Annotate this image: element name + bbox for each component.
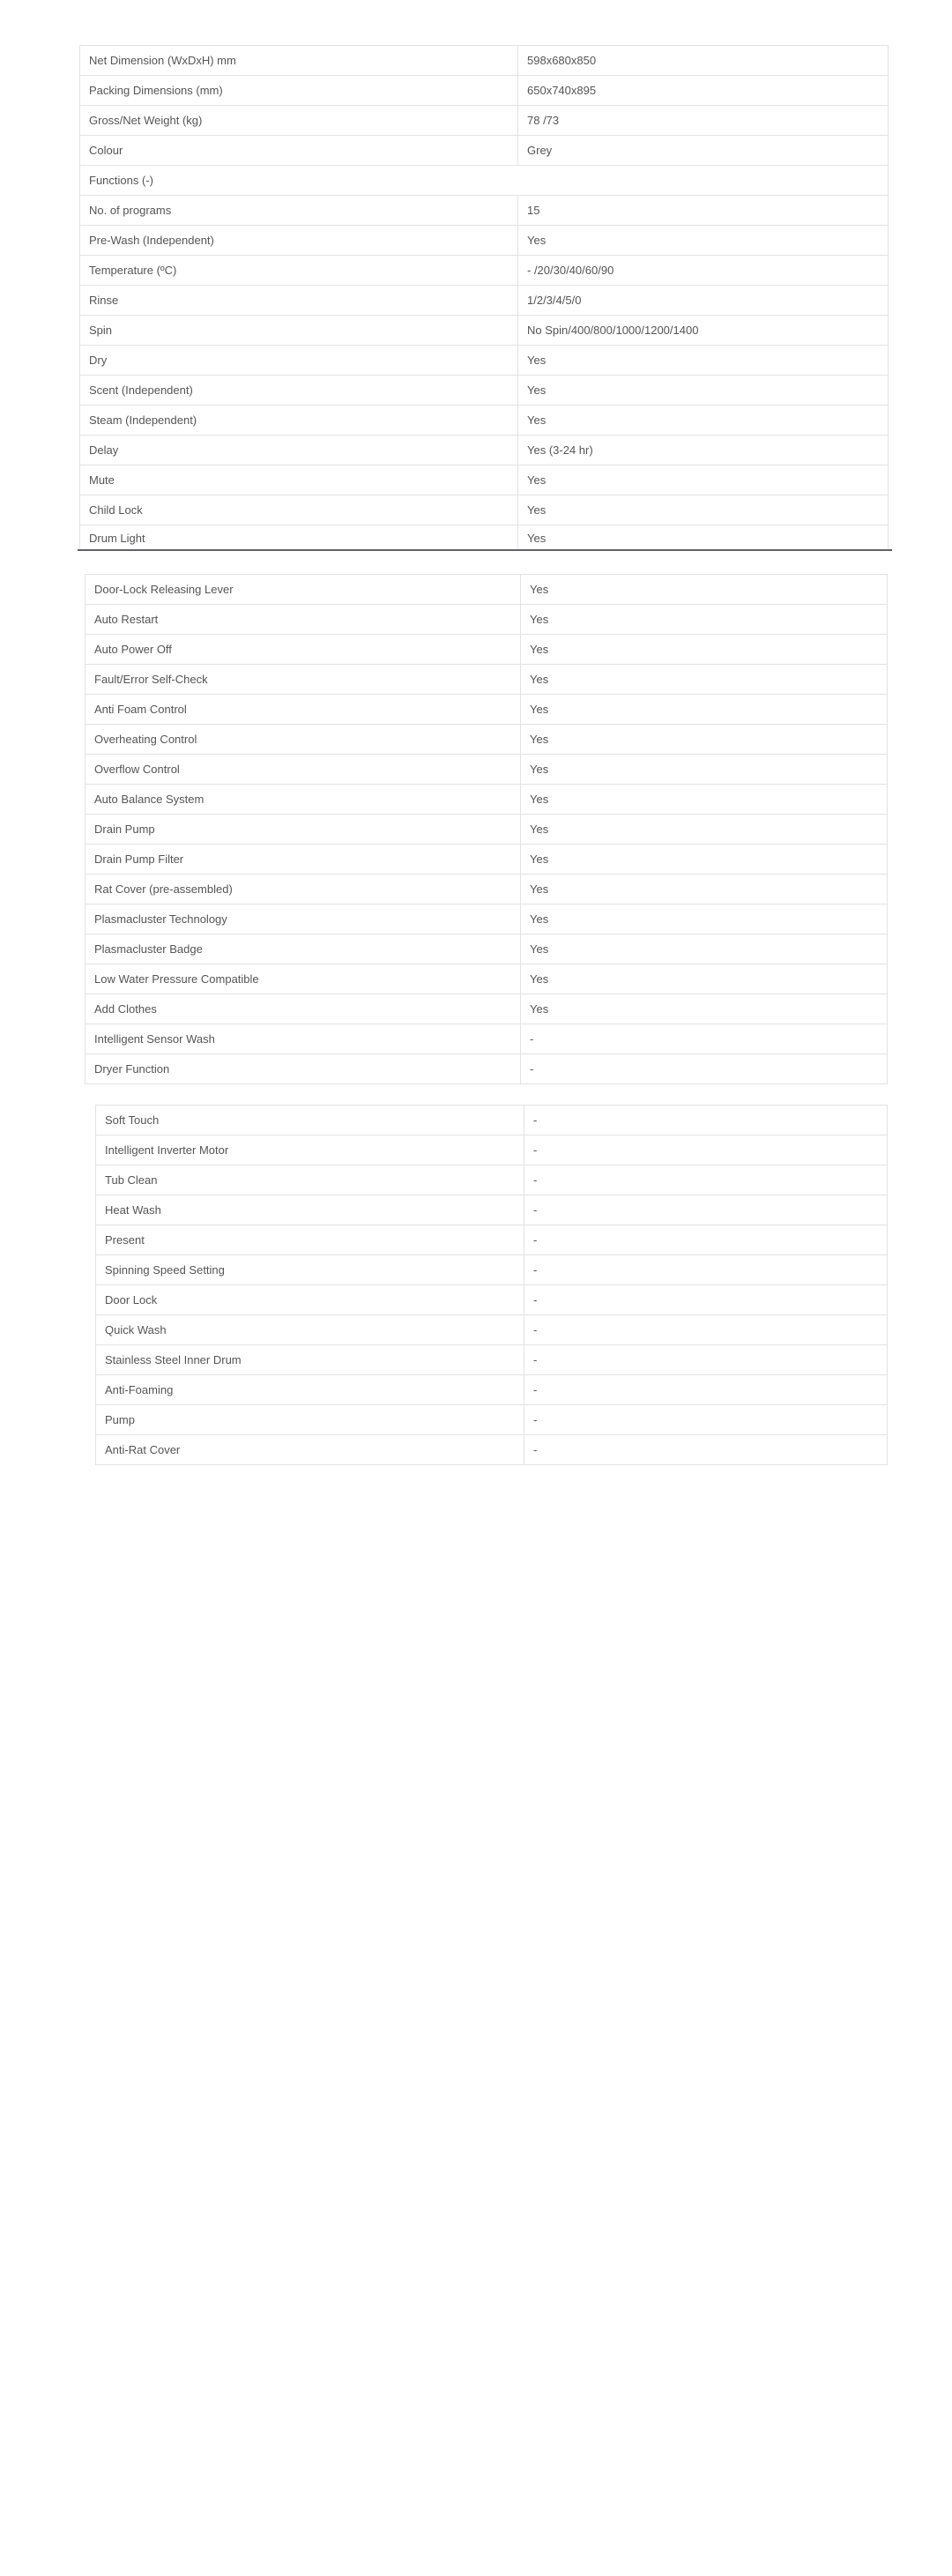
table-row [96, 1345, 888, 1375]
spec-label: Auto Restart [86, 605, 521, 635]
table-row [80, 76, 889, 106]
spec-value: Yes [521, 845, 888, 875]
spec-value: Yes [521, 725, 888, 755]
table-row [80, 465, 889, 495]
spec-value: - [521, 1024, 888, 1054]
spec-label: Spinning Speed Setting [96, 1255, 524, 1285]
spec-value: - /20/30/40/60/90 [518, 256, 889, 286]
spec-value: - [524, 1345, 888, 1375]
spec-label: Door-Lock Releasing Lever [86, 575, 521, 605]
spec-value: 1/2/3/4/5/0 [518, 286, 889, 316]
table-row [86, 725, 888, 755]
table-row [86, 905, 888, 934]
spec-table-1 [79, 45, 889, 549]
table-row [86, 875, 888, 905]
spec-value: - [524, 1195, 888, 1225]
spec-value: Yes [521, 695, 888, 725]
spec-label: Soft Touch [96, 1106, 524, 1135]
spec-label: Intelligent Inverter Motor [96, 1135, 524, 1165]
spec-value: Yes [518, 376, 889, 406]
spec-label: Dry [80, 346, 518, 376]
spec-label: Net Dimension (WxDxH) mm [80, 46, 518, 76]
spec-label: Fault/Error Self-Check [86, 665, 521, 695]
spec-label: Anti-Foaming [96, 1375, 524, 1405]
spec-label: Tub Clean [96, 1165, 524, 1195]
table-row [80, 196, 889, 226]
table-row [80, 495, 889, 525]
spec-value: 78 /73 [518, 106, 889, 136]
spec-label: Steam (Independent) [80, 406, 518, 436]
spec-label: Mute [80, 465, 518, 495]
spec-value: Yes [521, 994, 888, 1024]
spec-value: Yes [518, 465, 889, 495]
spec-value: Yes [518, 495, 889, 525]
section-divider [78, 549, 892, 551]
spec-value: Yes [518, 525, 889, 550]
spec-label: Dryer Function [86, 1054, 521, 1084]
spec-label: Stainless Steel Inner Drum [96, 1345, 524, 1375]
spec-label: Pump [96, 1405, 524, 1435]
spec-value: - [524, 1405, 888, 1435]
spec-value: - [524, 1165, 888, 1195]
spec-label: Colour [80, 136, 518, 166]
spec-value: Yes [521, 755, 888, 785]
spec-value: Yes [521, 785, 888, 815]
table-row [86, 1024, 888, 1054]
table-row [96, 1225, 888, 1255]
spec-label: Door Lock [96, 1285, 524, 1315]
table-row [80, 316, 889, 346]
spec-value: Yes [521, 964, 888, 994]
spec-label: Overflow Control [86, 755, 521, 785]
spec-value: Yes [521, 605, 888, 635]
spec-label: Rinse [80, 286, 518, 316]
spec-value: - [524, 1315, 888, 1345]
spec-label: Spin [80, 316, 518, 346]
table-row [80, 256, 889, 286]
table-row [86, 695, 888, 725]
table-row [96, 1435, 888, 1465]
spec-label: Plasmacluster Technology [86, 905, 521, 934]
spec-value: Yes [521, 934, 888, 964]
table-row [86, 785, 888, 815]
spec-value: Yes [521, 815, 888, 845]
table-row [80, 46, 889, 76]
table-row [86, 934, 888, 964]
table-row [80, 286, 889, 316]
spec-label: Add Clothes [86, 994, 521, 1024]
spec-label: Drain Pump [86, 815, 521, 845]
spec-value: Grey [518, 136, 889, 166]
table-row [80, 436, 889, 465]
spec-label: Intelligent Sensor Wash [86, 1024, 521, 1054]
spec-value: Yes [521, 905, 888, 934]
table-row [86, 635, 888, 665]
table-row [86, 665, 888, 695]
table-row [80, 106, 889, 136]
table-row [86, 994, 888, 1024]
table-row [80, 525, 889, 550]
spec-label: Auto Balance System [86, 785, 521, 815]
spec-value: 650x740x895 [518, 76, 889, 106]
spec-label: Child Lock [80, 495, 518, 525]
spec-label: Delay [80, 436, 518, 465]
spec-label: Plasmacluster Badge [86, 934, 521, 964]
table-row [80, 346, 889, 376]
table-row [86, 575, 888, 605]
spec-label: Temperature (ºC) [80, 256, 518, 286]
spec-label: Anti Foam Control [86, 695, 521, 725]
table-row [86, 605, 888, 635]
spec-label: Anti-Rat Cover [96, 1435, 524, 1465]
spec-value: Yes (3-24 hr) [518, 436, 889, 465]
spec-value: - [521, 1054, 888, 1084]
spec-value: - [524, 1135, 888, 1165]
spec-label: Pre-Wash (Independent) [80, 226, 518, 256]
spec-label: Packing Dimensions (mm) [80, 76, 518, 106]
table-row [96, 1195, 888, 1225]
table-row [80, 376, 889, 406]
spec-value: - [524, 1106, 888, 1135]
table-row [96, 1405, 888, 1435]
table-row [80, 136, 889, 166]
spec-value: Yes [521, 665, 888, 695]
spec-label: Overheating Control [86, 725, 521, 755]
spec-label: Gross/Net Weight (kg) [80, 106, 518, 136]
table-row [96, 1255, 888, 1285]
spec-value: Yes [521, 635, 888, 665]
spec-value: - [524, 1435, 888, 1465]
section-header-row [80, 166, 889, 196]
table-row [86, 1054, 888, 1084]
table-row [96, 1106, 888, 1135]
spec-label: No. of programs [80, 196, 518, 226]
spec-value: Yes [521, 575, 888, 605]
table-row [86, 964, 888, 994]
table-row [86, 815, 888, 845]
spec-value: 598x680x850 [518, 46, 889, 76]
spec-table-2 [85, 574, 888, 1084]
table-row [96, 1375, 888, 1405]
spec-value: Yes [518, 346, 889, 376]
spec-value: - [524, 1225, 888, 1255]
spec-label: Scent (Independent) [80, 376, 518, 406]
spec-label: Drain Pump Filter [86, 845, 521, 875]
spec-table-3 [95, 1105, 888, 1465]
section-header: Functions (-) [80, 166, 889, 196]
spec-value: 15 [518, 196, 889, 226]
spec-label: Heat Wash [96, 1195, 524, 1225]
spec-label: Auto Power Off [86, 635, 521, 665]
spec-value: - [524, 1255, 888, 1285]
spec-section-1 [0, 0, 952, 549]
spec-label: Drum Light [80, 525, 518, 550]
table-row [86, 845, 888, 875]
table-row [96, 1165, 888, 1195]
table-row [96, 1135, 888, 1165]
spec-value: - [524, 1285, 888, 1315]
table-row [86, 755, 888, 785]
spec-value: Yes [521, 875, 888, 905]
spec-label: Rat Cover (pre-assembled) [86, 875, 521, 905]
spec-label: Present [96, 1225, 524, 1255]
table-row [80, 406, 889, 436]
table-row [96, 1285, 888, 1315]
spec-value: No Spin/400/800/1000/1200/1400 [518, 316, 889, 346]
table-row [80, 226, 889, 256]
spec-value: Yes [518, 406, 889, 436]
spec-label: Quick Wash [96, 1315, 524, 1345]
table-row [96, 1315, 888, 1345]
spec-value: - [524, 1375, 888, 1405]
spec-label: Low Water Pressure Compatible [86, 964, 521, 994]
spec-value: Yes [518, 226, 889, 256]
